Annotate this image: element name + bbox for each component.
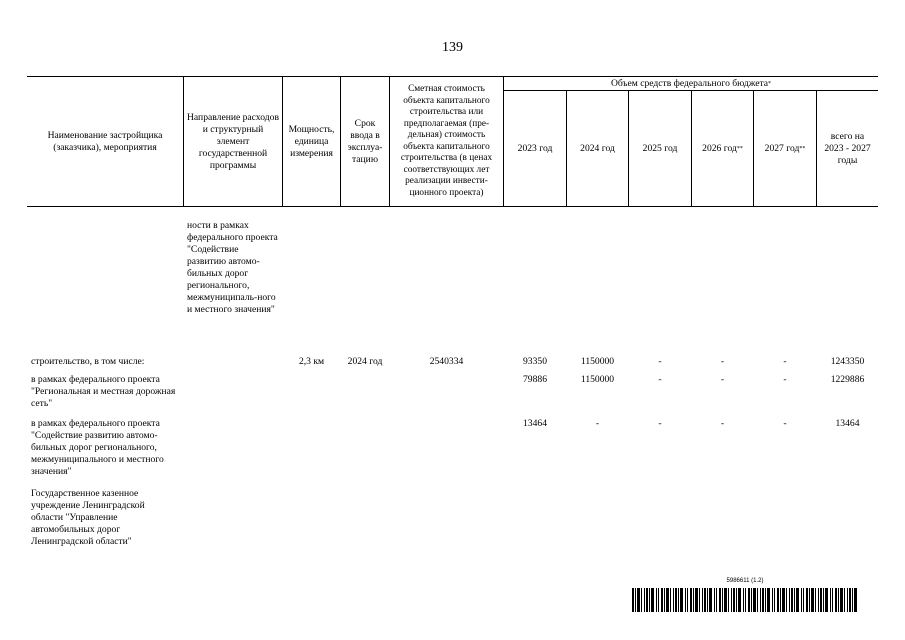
row-2024: - <box>595 418 600 429</box>
barcode-bar <box>690 588 692 612</box>
barcode-bar <box>809 588 810 612</box>
barcode-bar <box>794 588 795 612</box>
direction-continuation: ности в рамках федерального проекта "Содействие развитию автомо-бильных дорог регионального, межмуниципаль-ного и местного значения" <box>187 220 278 315</box>
barcode-bar <box>811 588 814 612</box>
row-term: 2024 год <box>347 356 383 367</box>
header-cost: Сметная стоимость объекта капитального строительства или предполагаемая (пре-дельная) стоимость объекта капитального строительства (в ценах соответствующих лет реализации инвести-ционного проекта) <box>400 84 493 198</box>
row-name: в рамках федерального проекта "Региональная и местная дорожная сеть" <box>31 374 176 409</box>
row-2023: 93350 <box>523 356 547 367</box>
barcode-bar <box>738 588 741 612</box>
row-name: Государственное казенное учреждение Ленинградской области "Управление автомобильных дорог Ленинградской области" <box>31 488 145 547</box>
barcode-bar <box>818 588 819 612</box>
barcode-bar <box>760 588 761 612</box>
barcode-bar <box>762 588 764 612</box>
barcode-bar <box>751 588 752 612</box>
row-total: 1243350 <box>830 356 865 367</box>
barcode-bar <box>637 588 640 612</box>
barcode-bar <box>693 588 694 612</box>
row-2026: - <box>720 374 725 385</box>
barcode-bar <box>675 588 677 612</box>
barcode-bar <box>782 588 785 612</box>
row-2023: 13464 <box>523 418 547 429</box>
barcode-bar <box>830 588 831 612</box>
barcode-bar <box>678 588 679 612</box>
row-total: 1229886 <box>830 374 865 385</box>
barcode-bar <box>709 588 712 612</box>
barcode-bar <box>796 588 799 612</box>
barcode-bar <box>803 588 804 612</box>
row-cost: 2540334 <box>429 356 464 367</box>
barcode-bar <box>765 588 766 612</box>
barcode-bar <box>704 588 706 612</box>
row-2024: 1150000 <box>580 374 615 385</box>
header-name: Наименование застройщика (заказчика), мероприятия <box>47 129 163 153</box>
barcode-bar <box>840 588 843 612</box>
barcode-bar <box>641 588 642 612</box>
header-year-2023: 2023 год <box>517 142 553 154</box>
barcode-bar <box>820 588 822 612</box>
barcode-label: 5986611 (1.2) <box>726 578 764 584</box>
barcode-bar <box>852 588 853 612</box>
barcode-bar <box>632 588 634 612</box>
barcode-bar <box>832 588 833 612</box>
page-number: 139 <box>442 40 463 55</box>
barcode-bar <box>777 588 779 612</box>
barcode-bar <box>838 588 839 612</box>
row-2024: 1150000 <box>580 356 615 367</box>
barcode-bar <box>666 588 669 612</box>
barcode-bar <box>789 588 790 612</box>
header-year-2025: 2025 год <box>642 142 678 154</box>
barcode-bar <box>823 588 824 612</box>
barcode-bar <box>743 588 744 612</box>
barcode-bar <box>745 588 746 612</box>
barcode-bar <box>806 588 808 612</box>
barcode-bar <box>736 588 737 612</box>
barcode-bar <box>716 588 717 612</box>
barcode-bar <box>801 588 802 612</box>
row-name: в рамках федерального проекта "Содействие развитию автомо-бильных дорог регионального, межмуниципального и местного значения" <box>31 418 164 477</box>
barcode-bar <box>664 588 665 612</box>
header-year-2024: 2024 год <box>580 142 615 154</box>
barcode-bar <box>731 588 732 612</box>
barcode-bar <box>767 588 770 612</box>
barcode-bar <box>656 588 657 612</box>
barcode-bar <box>680 588 683 612</box>
barcode-bar <box>854 588 857 612</box>
header-budget-group: Объем средств федерального бюджета * <box>610 77 772 89</box>
header-bottom-rule <box>27 206 878 207</box>
row-2025: - <box>658 374 662 385</box>
barcode-bar <box>825 588 828 612</box>
barcode-bar <box>673 588 674 612</box>
row-2025: - <box>658 356 662 367</box>
barcode-bar <box>658 588 659 612</box>
barcode-bar <box>649 588 650 612</box>
header-year-2026: 2026 год ** <box>702 142 743 154</box>
barcode-bar <box>733 588 735 612</box>
barcode-bar <box>847 588 848 612</box>
row-2025: - <box>658 418 662 429</box>
row-total: 13464 <box>835 418 860 429</box>
barcode-bar <box>728 588 729 612</box>
barcode-bar <box>748 588 750 612</box>
barcode-bar <box>670 588 671 612</box>
row-2026: - <box>720 356 725 367</box>
barcode-bar <box>780 588 781 612</box>
row-capacity: 2,3 км <box>298 356 325 367</box>
barcode-bar <box>687 588 688 612</box>
barcode-bar <box>646 588 648 612</box>
row-2026: - <box>720 418 725 429</box>
row-2027: - <box>783 374 787 385</box>
barcode-bar <box>844 588 845 612</box>
row-2027: - <box>783 356 787 367</box>
barcode-bar <box>757 588 758 612</box>
barcode-bar <box>695 588 698 612</box>
barcode-bar <box>661 588 663 612</box>
barcode-bar <box>635 588 636 612</box>
barcode-bar <box>835 588 837 612</box>
barcode-bar <box>644 588 645 612</box>
row-2023: 79886 <box>523 374 547 385</box>
barcode-bar <box>707 588 708 612</box>
barcode-bar <box>724 588 727 612</box>
header-capacity: Мощность, единица измерения <box>288 123 335 159</box>
barcode <box>632 588 858 612</box>
barcode-bar <box>722 588 723 612</box>
barcode-bar <box>786 588 787 612</box>
header-year-2027: 2027 год ** <box>764 142 806 154</box>
barcode-bar <box>774 588 775 612</box>
barcode-bar <box>815 588 816 612</box>
barcode-bar <box>714 588 715 612</box>
header-direction: Направление расходов и структурный элемент государственной программы <box>187 111 279 171</box>
header-term: Срок ввода в эксплуа-тацию <box>347 117 383 165</box>
barcode-bar <box>791 588 793 612</box>
barcode-bar <box>685 588 686 612</box>
header-total: всего на 2023 - 2027 годы <box>824 130 871 166</box>
barcode-bar <box>772 588 773 612</box>
barcode-bar <box>651 588 654 612</box>
barcode-bar <box>719 588 721 612</box>
barcode-bar <box>753 588 756 612</box>
barcode-bar <box>702 588 703 612</box>
row-name: строительство, в том числе: <box>31 356 145 367</box>
barcode-bar <box>699 588 700 612</box>
barcode-bar <box>849 588 851 612</box>
row-2027: - <box>783 418 787 429</box>
